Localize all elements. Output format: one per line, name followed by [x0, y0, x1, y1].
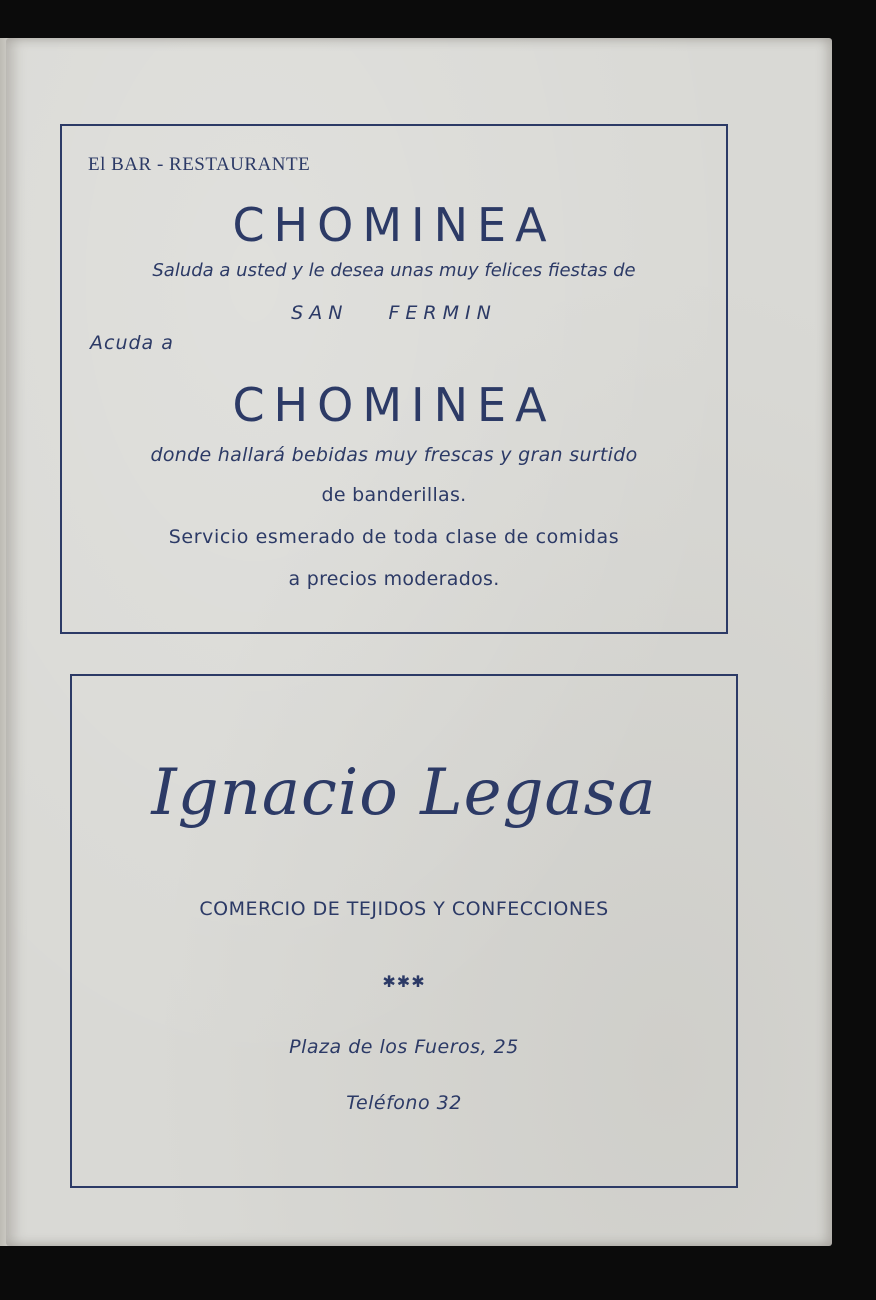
shop-trade-description: COMERCIO DE TEJIDOS Y CONFECCIONES: [199, 898, 609, 920]
ad-body-line: a precios moderados.: [288, 568, 500, 590]
ad-body-line: Servicio esmerado de toda clase de comidas: [168, 526, 620, 548]
restaurant-name-heading-repeat: CHOMINEA: [232, 378, 556, 432]
call-to-action-text: Acuda a: [90, 332, 174, 354]
greeting-text: Saluda a usted y le desea unas muy felices fiestas de: [152, 260, 636, 281]
star-ornament: ✱✱✱: [382, 972, 426, 991]
textile-shop-advertisement: [70, 674, 738, 1188]
shop-phone: Teléfono 32: [346, 1092, 462, 1114]
restaurant-name-heading: CHOMINEA: [232, 198, 556, 252]
ad-intro-text: El BAR - RESTAURANTE: [88, 154, 311, 175]
shop-owner-name: Ignacio Legasa: [151, 756, 657, 830]
shop-address: Plaza de los Fueros, 25: [289, 1036, 519, 1058]
event-name: SAN FERMIN: [291, 302, 497, 324]
ad-body-line: donde hallará bebidas muy frescas y gran surtido: [150, 444, 638, 466]
ad-body-line: de banderillas.: [321, 484, 467, 506]
restaurant-advertisement: [60, 124, 728, 634]
